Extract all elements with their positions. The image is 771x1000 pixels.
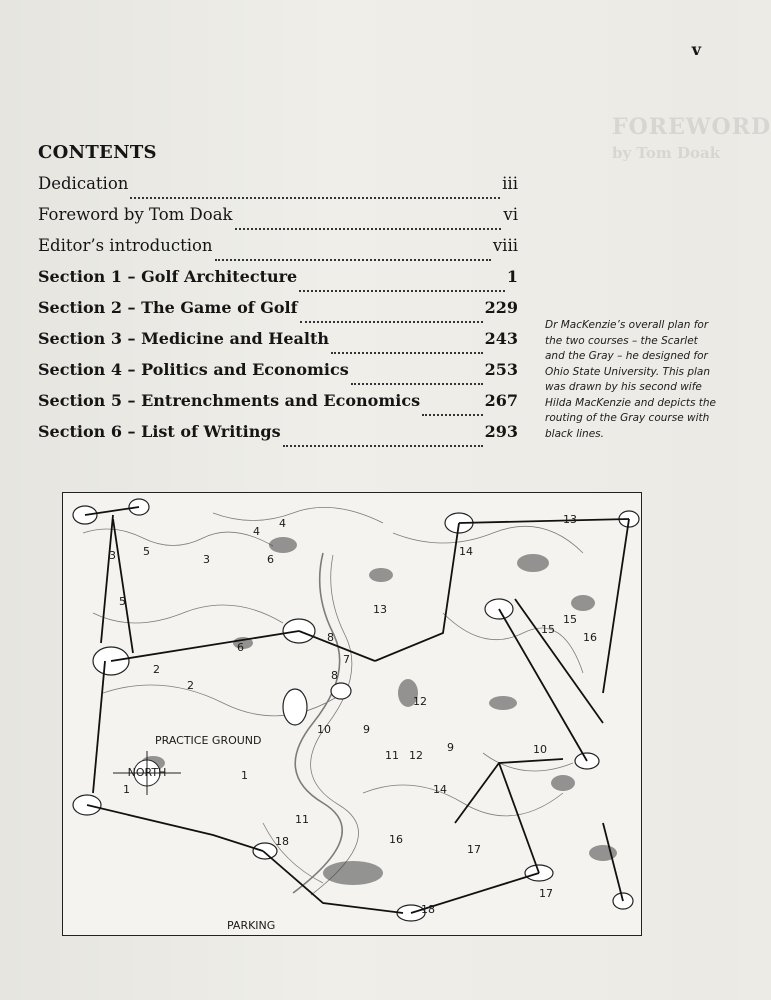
hole-number-label: 15 xyxy=(541,623,555,636)
toc-row xyxy=(38,236,518,267)
toc-row xyxy=(38,360,518,391)
toc-row xyxy=(38,205,518,236)
hole-number-label: 12 xyxy=(409,749,423,762)
toc-label: Section 6 – List of Writings xyxy=(38,422,281,441)
hole-number-label: 14 xyxy=(459,545,473,558)
toc-leader-dots xyxy=(300,321,483,323)
bleed-through-title: FOREWORD xyxy=(612,114,771,140)
toc-label: Editor’s introduction xyxy=(38,236,213,255)
toc-row xyxy=(38,422,518,453)
course-plan-map xyxy=(62,492,642,936)
toc-page-number: 267 xyxy=(484,391,518,410)
toc-page-number: 243 xyxy=(484,329,518,348)
toc-label: Section 5 – Entrenchments and Economics xyxy=(38,391,421,410)
hole-number-label: 17 xyxy=(539,887,553,900)
hole-number-label: 16 xyxy=(389,833,403,846)
toc-row xyxy=(38,267,518,298)
hole-number-label: 5 xyxy=(143,545,150,558)
hole-number-label: 7 xyxy=(343,653,350,666)
page-number: v xyxy=(691,40,701,59)
toc-page-number: 253 xyxy=(484,360,518,379)
hole-number-label: 8 xyxy=(331,669,338,682)
toc-page-number: 1 xyxy=(506,267,518,286)
toc-label: Foreword by Tom Doak xyxy=(38,205,233,224)
hole-number-labels xyxy=(109,513,597,916)
hole-number-label: 6 xyxy=(237,641,244,654)
hole-number-label: 14 xyxy=(433,783,447,796)
hole-number-label: 3 xyxy=(203,553,210,566)
hole-number-label: 9 xyxy=(363,723,370,736)
toc-row xyxy=(38,329,518,360)
hole-number-label: 13 xyxy=(373,603,387,616)
practice-ground-label: PRACTICE GROUND xyxy=(155,734,262,747)
contents-heading: CONTENTS xyxy=(38,142,157,163)
toc-leader-dots xyxy=(235,228,502,230)
hole-number-label: 9 xyxy=(447,741,454,754)
toc-leader-dots xyxy=(283,445,483,447)
bleed-through-subtitle: by Tom Doak xyxy=(612,144,721,162)
hole-number-label: 13 xyxy=(563,513,577,526)
toc-label: Section 3 – Medicine and Health xyxy=(38,329,329,348)
hole-number-label: 1 xyxy=(123,783,130,796)
toc-leader-dots xyxy=(351,383,483,385)
hole-number-label: 6 xyxy=(267,553,274,566)
toc-leader-dots xyxy=(422,414,483,416)
hole-number-label: 17 xyxy=(467,843,481,856)
hole-number-label: 10 xyxy=(533,743,547,756)
hole-number-label: 16 xyxy=(583,631,597,644)
toc-page-number: 293 xyxy=(484,422,518,441)
hole-number-label: 18 xyxy=(275,835,289,848)
hole-number-label: 18 xyxy=(421,903,435,916)
course-plan-drawing xyxy=(63,493,641,935)
hole-number-label: 15 xyxy=(563,613,577,626)
hole-number-label: 3 xyxy=(109,549,116,562)
toc-page-number: vi xyxy=(503,205,518,224)
toc-page-number: iii xyxy=(502,174,518,193)
toc-row xyxy=(38,391,518,422)
toc-page-number: viii xyxy=(492,236,518,255)
toc-leader-dots xyxy=(331,352,483,354)
map-caption: Dr MacKenzie’s overall plan for the two courses – the Scarlet and the Gray – he designed for Ohio State University. This plan was drawn by his second wife Hilda MacKenzie and depicts the routing of the Gray course with black lines. xyxy=(545,319,717,440)
hole-number-label: 2 xyxy=(187,679,194,692)
hole-number-label: 8 xyxy=(327,631,334,644)
hole-number-label: 2 xyxy=(153,663,160,676)
hole-number-label: 4 xyxy=(253,525,260,538)
compass-label: NORTH xyxy=(127,766,167,779)
hole-number-label: 11 xyxy=(295,813,309,826)
hole-number-label: 5 xyxy=(119,595,126,608)
toc-label: Section 4 – Politics and Economics xyxy=(38,360,349,379)
table-of-contents xyxy=(38,174,518,453)
hole-number-label: 11 xyxy=(385,749,399,762)
toc-leader-dots xyxy=(215,259,491,261)
toc-label: Dedication xyxy=(38,174,129,193)
hole-number-label: 10 xyxy=(317,723,331,736)
hole-number-label: 4 xyxy=(279,517,286,530)
toc-row xyxy=(38,298,518,329)
toc-row xyxy=(38,174,518,205)
toc-label: Section 2 – The Game of Golf xyxy=(38,298,298,317)
toc-leader-dots xyxy=(130,197,500,199)
toc-page-number: 229 xyxy=(484,298,518,317)
parking-label: PARKING xyxy=(227,919,276,932)
hole-number-label: 1 xyxy=(241,769,248,782)
toc-leader-dots xyxy=(299,290,505,292)
hole-number-label: 12 xyxy=(413,695,427,708)
toc-label: Section 1 – Golf Architecture xyxy=(38,267,298,286)
